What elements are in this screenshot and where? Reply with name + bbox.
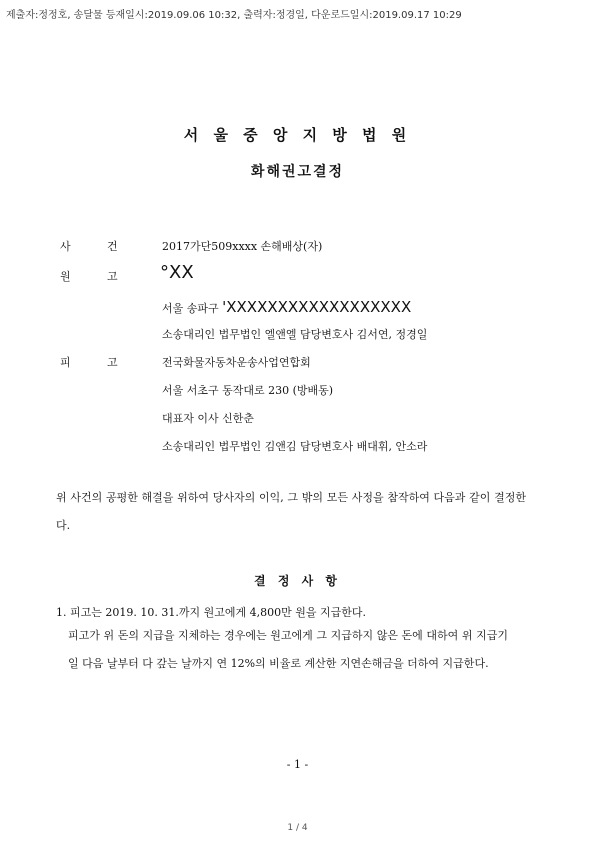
decision-item-1: 1. 피고는 2019. 10. 31.까지 원고에게 4,800만 원을 지급한다. xyxy=(56,606,366,619)
document-title: 화해권고결정 xyxy=(250,164,345,180)
plaintiff-label-2: 고 xyxy=(107,270,118,283)
plaintiff-address-redacted: 'XXXXXXXXXXXXXXXXXX xyxy=(222,298,412,316)
plaintiff-address xyxy=(162,298,411,316)
page-number: - 1 - xyxy=(286,758,309,771)
download-stamp: 제출자:정정호, 송달물 등재일시:2019.09.06 10:32, 출력자:정경일, 다운로드일시:2019.09.17 10:29 xyxy=(6,10,462,21)
plaintiff-name: °XX xyxy=(160,262,194,283)
defendant-name: 전국화물자동차운송사업연합회 xyxy=(162,356,311,369)
plaintiff-address-prefix: 서울 송파구 xyxy=(162,302,223,315)
defendant-label-1: 피 xyxy=(60,356,71,369)
court-name: 서 울 중 앙 지 방 법 원 xyxy=(183,126,412,144)
decision-item-1-detail: 피고가 위 돈의 지급을 지체하는 경우에는 원고에게 그 지급하지 않은 돈에 대하여 위 지급기일 다음 날부터 다 갚는 날까지 연 12%의 비율로 계산한 지연손해금을 더하여 지급한다. xyxy=(68,629,508,670)
case-label-1: 사 xyxy=(60,240,71,253)
defendant-representative: 대표자 이사 신한춘 xyxy=(162,412,255,425)
defendant-label-2: 고 xyxy=(107,356,118,369)
case-label-2: 건 xyxy=(107,240,118,253)
plaintiff-attorney: 소송대리인 법무법인 엘앤엘 담당변호사 김서연, 정경일 xyxy=(162,328,428,341)
pdf-page-indicator: 1 / 4 xyxy=(287,823,308,833)
defendant-attorney: 소송대리인 법무법인 김앤김 담당변호사 배대휘, 안소라 xyxy=(162,440,428,453)
case-value: 2017가단509xxxx 손해배상(자) xyxy=(162,240,323,253)
intro-paragraph: 위 사건의 공평한 해결을 위하여 당사자의 이익, 그 밖의 모든 사정을 참작하여 다음과 같이 결정한다. xyxy=(56,491,526,532)
defendant-address: 서울 서초구 동작대로 230 (방배동) xyxy=(162,384,334,397)
decision-heading: 결 정 사 항 xyxy=(254,574,341,588)
plaintiff-label-1: 원 xyxy=(60,270,71,283)
